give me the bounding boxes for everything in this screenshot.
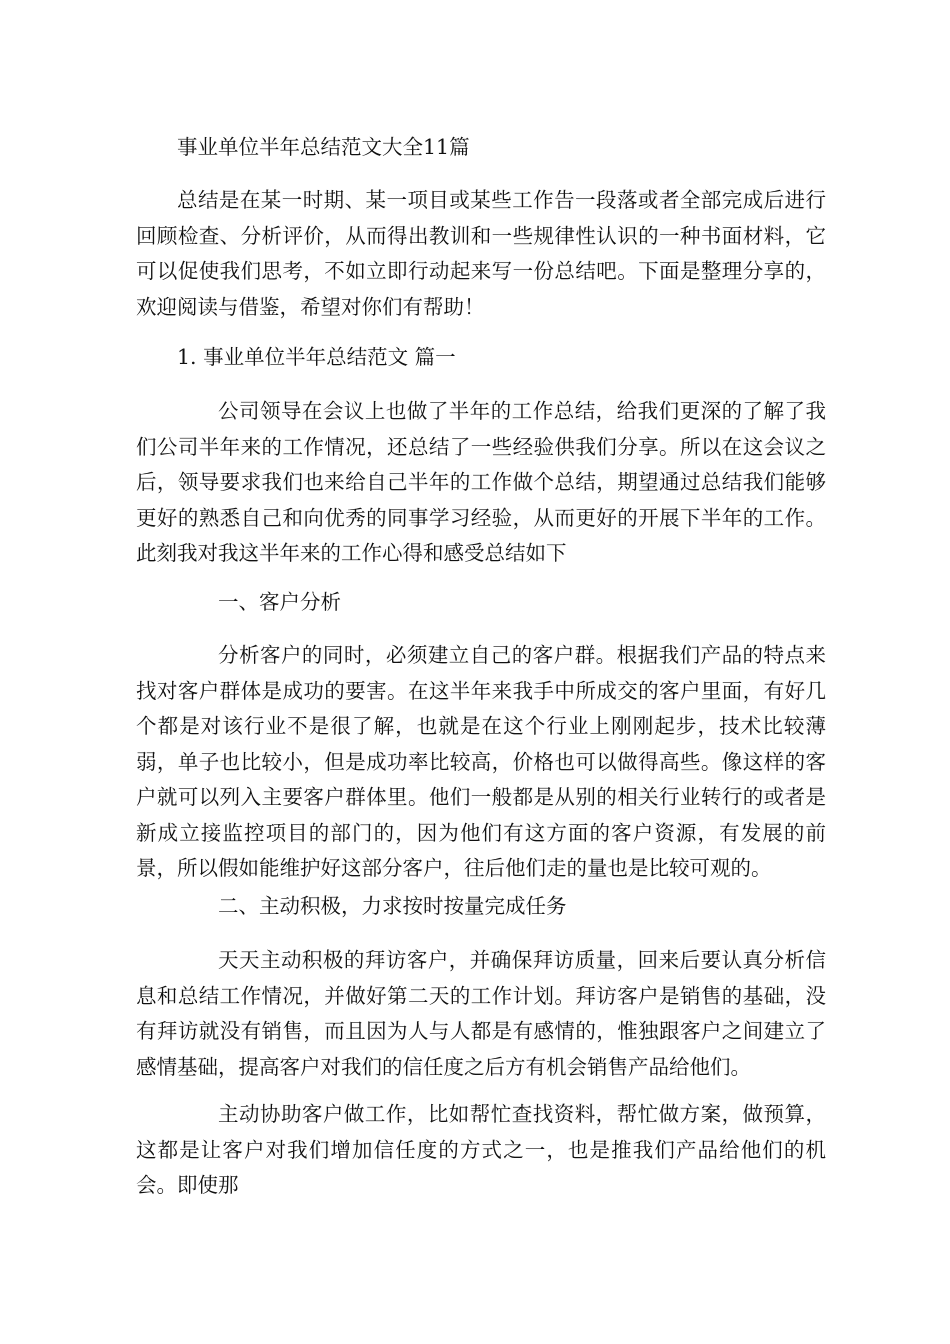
- body-paragraph: 分析客户的同时，必须建立自己的客户群。根据我们产品的特点来找对客户群体是成功的要害。在这半年来我手中所成交的客户里面，有好几个都是对该行业不是很了解，也就是在这个行业上刚刚起步，技术比较薄弱，单子也比较小，但是成功率比较高，价格也可以做得高些。像这样的客户就可以列入主要客户群体里。他们一般都是从别的相关行业转行的或者是新成立接监控项目的部门的，因为他们有这方面的客户资源，有发展的前景，所以假如能维护好这部分客户，往后他们走的量也是比较可观的。: [136, 643, 826, 880]
- section-heading: 1. 事业单位半年总结范文 篇一: [177, 345, 456, 369]
- intro-paragraph: 总结是在某一时期、某一项目或某些工作告一段落或者全部完成后进行回顾检查、分析评价，从而得出教训和一些规律性认识的一种书面材料，它可以促使我们思考，不如立即行动起来写一份总结吧。下面是整理分享的，欢迎阅读与借鉴，希望对你们有帮助！: [136, 188, 826, 319]
- subheading: 一、客户分析: [218, 590, 341, 614]
- body-paragraph: 主动协助客户做工作，比如帮忙查找资料，帮忙做方案，做预算，这都是让客户对我们增加信任度的方式之一，也是推我们产品给他们的机会。即使那: [136, 1102, 826, 1197]
- document-title: 事业单位半年总结范文大全11篇: [177, 135, 470, 159]
- subheading: 二、主动积极，力求按时按量完成任务: [218, 894, 567, 918]
- body-paragraph: 公司领导在会议上也做了半年的工作总结，给我们更深的了解了我们公司半年来的工作情况，还总结了一些经验供我们分享。所以在这会议之后，领导要求我们也来给自己半年的工作做个总结，期望通过总结我们能够更好的熟悉自己和向优秀的同事学习经验，从而更好的开展下半年的工作。此刻我对我这半年来的工作心得和感受总结如下: [136, 399, 826, 565]
- body-paragraph: 天天主动积极的拜访客户，并确保拜访质量，回来后要认真分析信息和总结工作情况，并做好第二天的工作计划。拜访客户是销售的基础，没有拜访就没有销售，而且因为人与人都是有感情的，惟独跟客户之间建立了感情基础，提高客户对我们的信任度之后方有机会销售产品给他们。: [136, 948, 826, 1079]
